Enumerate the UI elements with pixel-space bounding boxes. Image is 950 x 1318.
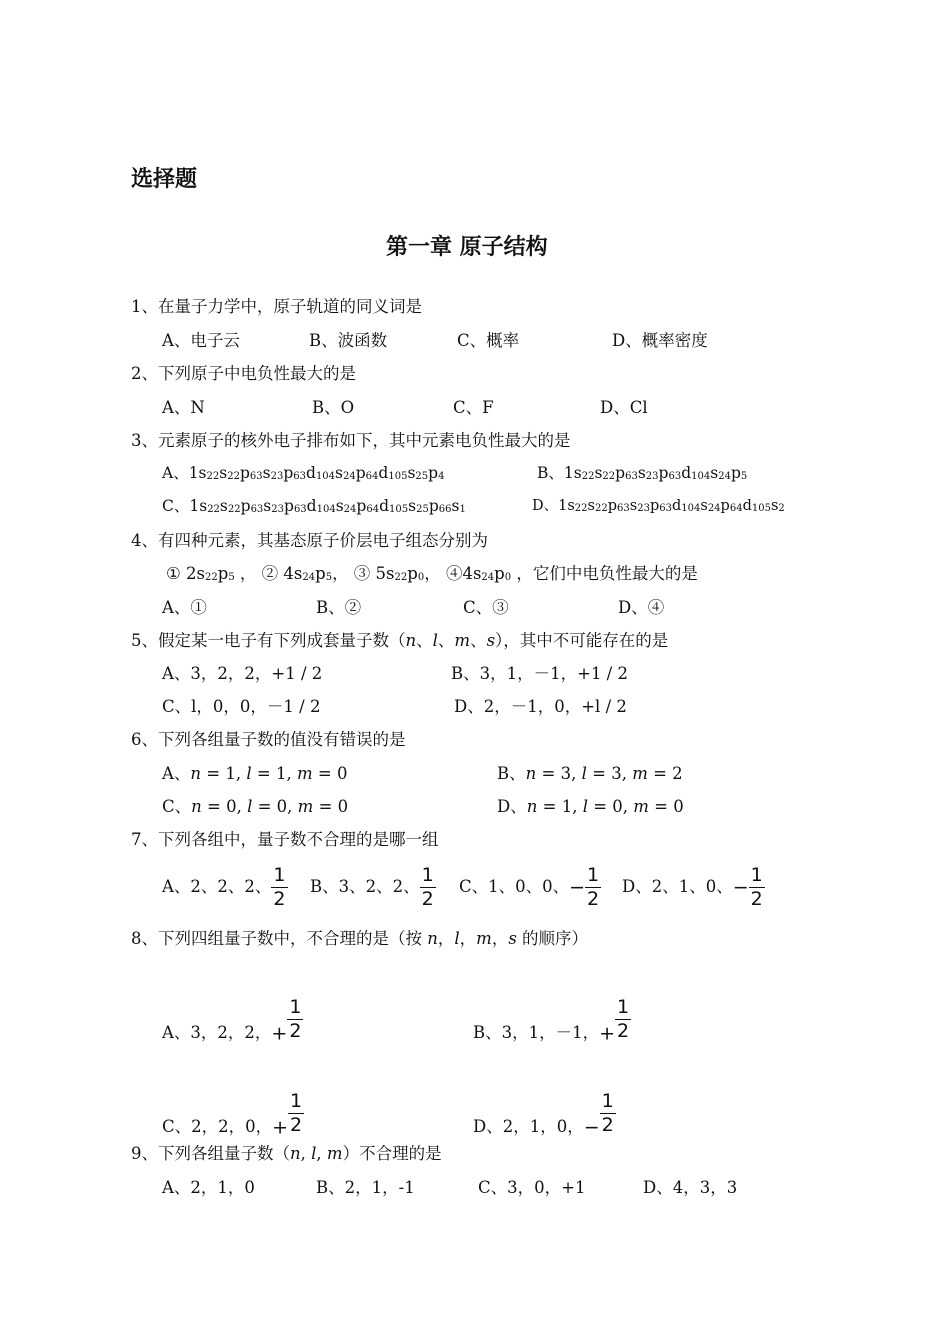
q9-option-b: B、2，1，-1 [316,1178,415,1197]
question-number: 6、 [131,730,158,749]
q6-option-b: B、n = 3, l = 3, m = 2 [497,764,683,783]
question-number: 4、 [131,531,158,550]
question-9 [131,1140,442,1164]
q3-option-d: D、1s22s22p63s23p63d104s24p64d105s2 [532,498,785,514]
q2-option-d: D、Cl [600,398,648,417]
q8-option-b: B、3，1，－1，+ $\frac{1}{2}$ [473,996,630,1045]
question-8 [131,925,588,949]
fraction: $\frac{1}{2}$ [289,996,302,1042]
question-text: 元素原子的核外电子排布如下，其中元素电负性最大的是 [158,431,571,450]
q9-option-d: D、4，3，3 [643,1178,738,1197]
q8-option-c: C、2，2，0，+ $\frac{1}{2}$ [162,1090,303,1139]
fraction: $\frac{1}{2}$ [273,864,286,910]
fraction: $\frac{1}{2}$ [290,1090,303,1136]
question-1 [131,293,422,317]
q6-option-a: A、n = 1, l = 1, m = 0 [162,764,348,783]
fraction: $\frac{1}{2}$ [601,1090,614,1136]
question-number: 3、 [131,431,158,450]
fraction: $\frac{1}{2}$ [421,864,434,910]
q4-configurations: ① 2s22p5 ， ② 4s24p5， ③ 5s22p0， ④4s24p0 ，它们中电负性最大的是 [166,564,698,583]
q5-option-a: A、3，2，2，+1 / 2 [162,664,323,683]
question-number: 9、 [131,1144,158,1163]
q2-option-b: B、O [312,398,355,417]
q5-option-c: C、l，0，0，－1 / 2 [162,697,321,716]
fraction: $\frac{1}{2}$ [750,864,763,910]
question-text: 下列各组中，量子数不合理的是哪一组 [158,830,439,849]
q4-option-b: B、② [316,598,362,617]
section-title: 选择题 [131,167,198,192]
question-text: 下列四组量子数中，不合理的是（按 n，l，m，s 的顺序） [158,929,589,948]
q6-option-c: C、n = 0, l = 0, m = 0 [162,797,349,816]
q1-option-d: D、概率密度 [612,331,708,350]
q3-option-a: A、1s22s22p63s23p63d104s24p64d105s25p4 [162,464,445,482]
question-number: 2、 [131,364,158,383]
question-7 [131,826,439,850]
q1-option-a: A、电子云 [162,331,240,350]
q7-option-b: B、3、2、2、 $\frac{1}{2}$ [310,864,434,910]
q3-option-c: C、1s22s22p63s23p63d104s24p64d105s25p66s1 [162,497,466,515]
question-number: 8、 [131,929,158,948]
q6-option-d: D、n = 1, l = 0, m = 0 [497,797,684,816]
q7-option-c: C、1、0、0、− $\frac{1}{2}$ [459,864,600,910]
question-2 [131,360,356,384]
question-number: 1、 [131,297,158,316]
q9-option-c: C、3，0，+1 [478,1178,586,1197]
q5-option-d: D、2，－1，0，+l / 2 [454,697,627,716]
question-number: 5、 [131,631,158,650]
q7-option-d: D、2、1、0、− $\frac{1}{2}$ [622,864,763,910]
q7-option-a: A、2、2、2、 $\frac{1}{2}$ [162,864,286,910]
q1-option-b: B、波函数 [309,331,388,350]
question-text: 下列各组量子数的值没有错误的是 [158,730,406,749]
q9-option-a: A、2，1，0 [162,1178,255,1197]
question-text: 下列各组量子数（n, l, m）不合理的是 [158,1144,442,1163]
q2-option-c: C、F [453,398,494,417]
question-text: 下列原子中电负性最大的是 [158,364,356,383]
q1-option-c: C、概率 [457,331,520,350]
question-5 [131,627,668,651]
q3-option-b: B、1s22s22p63s23p63d104s24p5 [537,464,748,482]
q4-option-c: C、③ [463,598,509,617]
q2-option-a: A、N [162,398,205,417]
question-number: 7、 [131,830,158,849]
question-text: 有四种元素，其基态原子价层电子组态分别为 [158,531,488,550]
q4-option-a: A、① [162,598,207,617]
question-4 [131,527,488,551]
question-text: 在量子力学中，原子轨道的同义词是 [158,297,422,316]
q4-option-d: D、④ [618,598,665,617]
question-6 [131,726,406,750]
q5-option-b: B、3，1，－1，+1 / 2 [451,664,628,683]
q8-option-a: A、3，2，2，+ $\frac{1}{2}$ [162,996,302,1045]
fraction: $\frac{1}{2}$ [587,864,600,910]
q8-option-d: D、2，1，0，− $\frac{1}{2}$ [473,1090,614,1139]
chapter-title: 第一章 原子结构 [386,235,548,260]
question-text: 假定某一电子有下列成套量子数（n、l、m、s），其中不可能存在的是 [158,631,669,650]
question-3 [131,427,571,451]
fraction: $\frac{1}{2}$ [617,996,630,1042]
